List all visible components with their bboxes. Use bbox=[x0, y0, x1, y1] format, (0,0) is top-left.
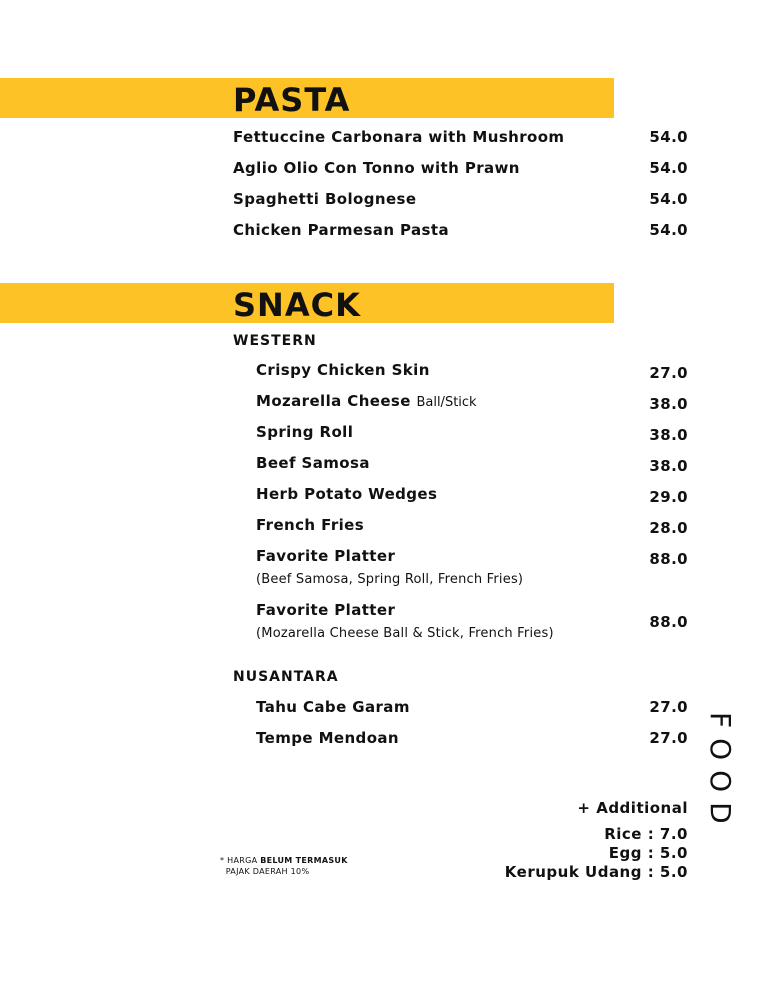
item-price: 38.0 bbox=[649, 426, 688, 444]
item-price: 54.0 bbox=[649, 190, 688, 208]
category-nusantara: NUSANTARA bbox=[233, 669, 339, 685]
menu-item bbox=[256, 453, 688, 473]
item-price: 54.0 bbox=[649, 221, 688, 239]
menu-item bbox=[256, 546, 688, 566]
item-name: Beef Samosa bbox=[256, 454, 370, 472]
item-name: Tempe Mendoan bbox=[256, 729, 399, 747]
menu-item bbox=[256, 600, 688, 631]
item-name: Favorite Platter bbox=[256, 601, 396, 619]
item-price: 38.0 bbox=[649, 457, 688, 475]
menu-item bbox=[256, 360, 688, 380]
tax-note-prefix: * HARGA bbox=[220, 856, 261, 865]
item-price: 54.0 bbox=[649, 159, 688, 177]
side-label-food: FOOD bbox=[704, 712, 737, 834]
item-price: 27.0 bbox=[649, 729, 688, 747]
item-price: 27.0 bbox=[649, 364, 688, 382]
menu-item bbox=[256, 391, 688, 411]
tax-note-line2: PAJAK DAERAH 10% bbox=[225, 867, 310, 876]
item-price: 38.0 bbox=[649, 395, 688, 413]
item-price: 28.0 bbox=[649, 519, 688, 537]
menu-item bbox=[233, 127, 688, 147]
menu-item bbox=[256, 515, 688, 535]
additional-title: + Additional bbox=[577, 799, 688, 817]
category-western: WESTERN bbox=[233, 333, 317, 349]
item-name: Fettuccine Carbonara with Mushroom bbox=[233, 128, 565, 146]
item-price: 88.0 bbox=[649, 550, 688, 568]
additional-item: Rice : 7.0 bbox=[604, 825, 688, 843]
menu-item bbox=[233, 220, 688, 240]
menu-item bbox=[233, 189, 688, 209]
snack-title: SNACK bbox=[233, 286, 361, 324]
menu-item bbox=[233, 158, 688, 178]
item-name: Crispy Chicken Skin bbox=[256, 361, 430, 379]
menu-item bbox=[256, 422, 688, 442]
pasta-header-band bbox=[0, 78, 614, 118]
item-price: 88.0 bbox=[649, 613, 688, 631]
menu-item bbox=[256, 484, 688, 504]
item-name: Tahu Cabe Garam bbox=[256, 698, 410, 716]
item-name: Spaghetti Bolognese bbox=[233, 190, 417, 208]
item-name: Aglio Olio Con Tonno with Prawn bbox=[233, 159, 520, 177]
item-price: 27.0 bbox=[649, 698, 688, 716]
pasta-title: PASTA bbox=[233, 81, 351, 119]
item-name: French Fries bbox=[256, 516, 365, 534]
menu-item bbox=[256, 697, 688, 717]
item-name: Favorite Platter bbox=[256, 547, 396, 565]
tax-note-bold: BELUM TERMASUK bbox=[260, 856, 348, 865]
item-note: Ball/Stick bbox=[416, 395, 477, 410]
item-price: 54.0 bbox=[649, 128, 688, 146]
item-name: Spring Roll bbox=[256, 423, 354, 441]
additional-item: Egg : 5.0 bbox=[608, 844, 688, 862]
additional-item: Kerupuk Udang : 5.0 bbox=[504, 863, 688, 881]
menu-item bbox=[256, 728, 688, 748]
item-name: Herb Potato Wedges bbox=[256, 485, 438, 503]
snack-header-band bbox=[0, 283, 614, 323]
item-description: (Beef Samosa, Spring Roll, French Fries) bbox=[256, 572, 524, 587]
item-name: Mozarella Cheese bbox=[256, 392, 411, 410]
item-price: 29.0 bbox=[649, 488, 688, 506]
item-name: Chicken Parmesan Pasta bbox=[233, 221, 449, 239]
tax-note bbox=[220, 855, 348, 877]
item-description: (Mozarella Cheese Ball & Stick, French Fries) bbox=[256, 626, 554, 641]
